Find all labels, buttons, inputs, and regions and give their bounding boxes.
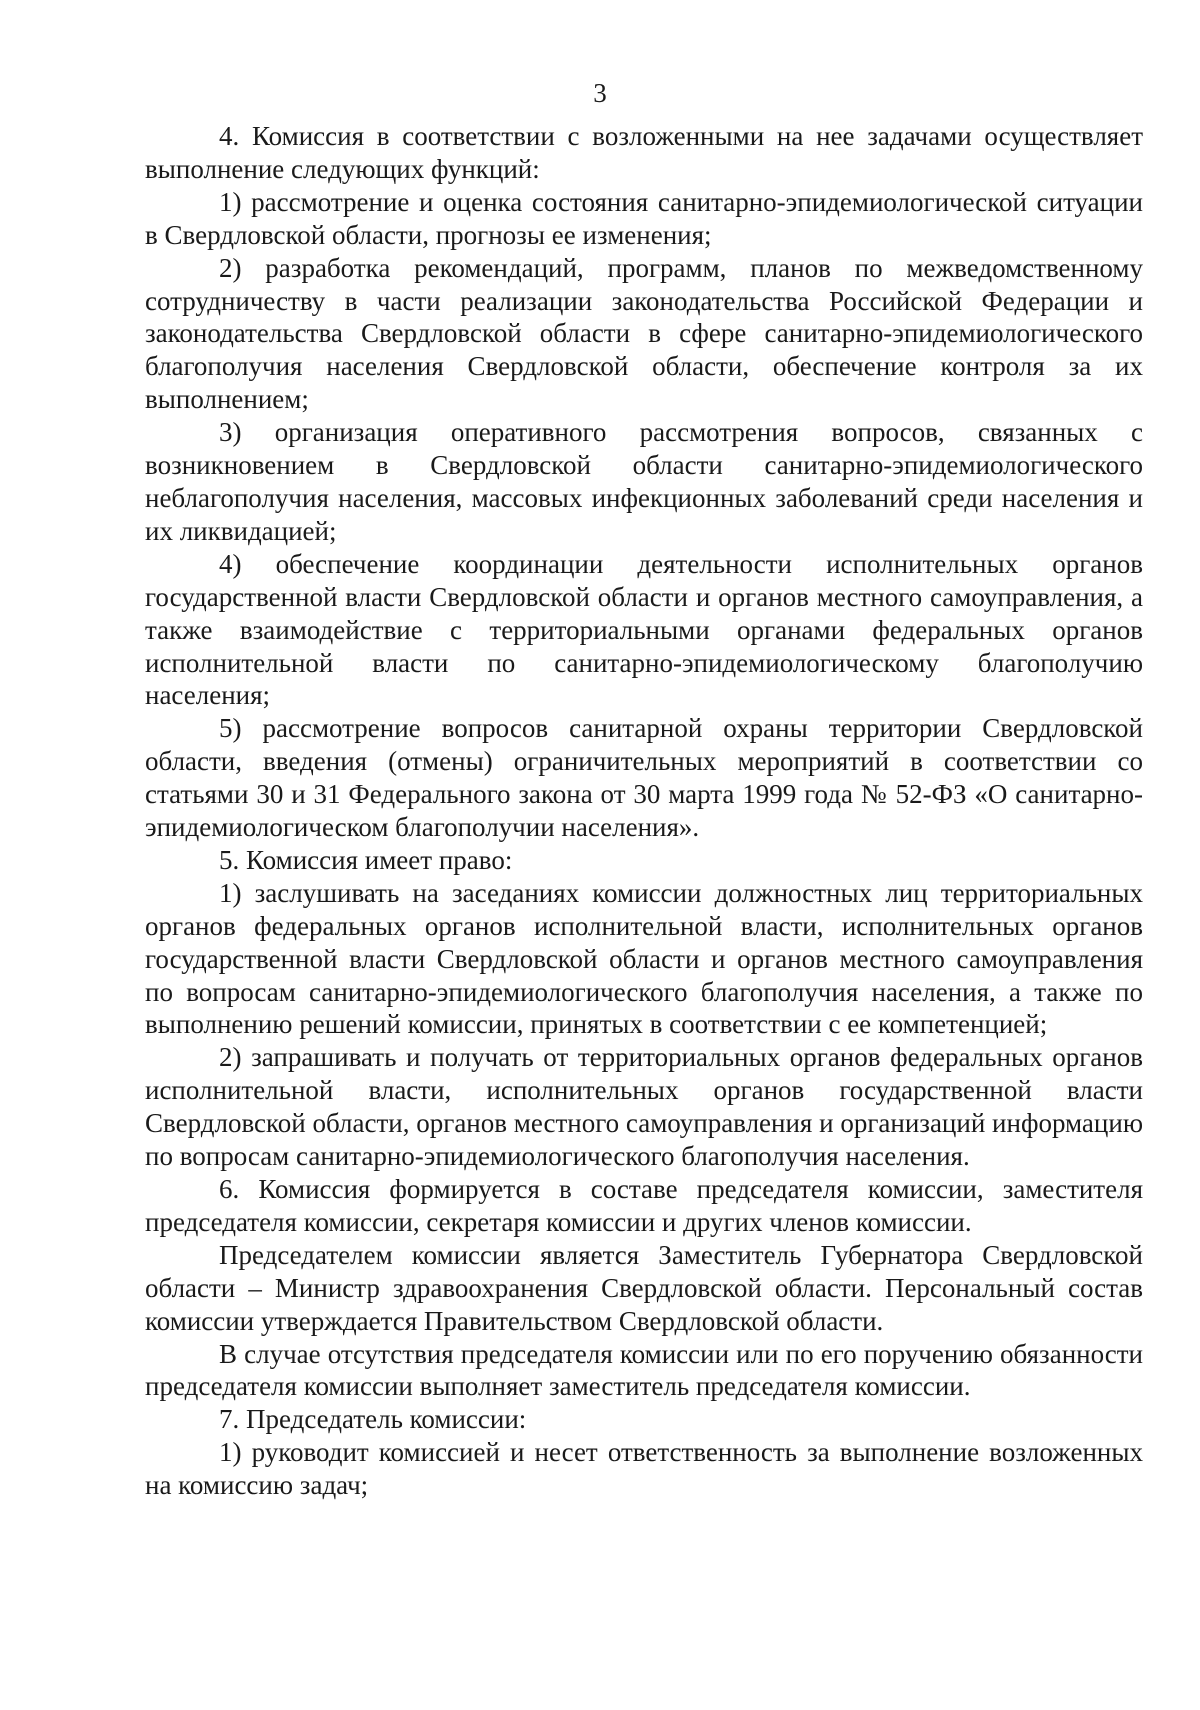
paragraph-7-chairman-intro: 7. Председатель комиссии:	[219, 1404, 527, 1435]
paragraph-6-deputy: В случае отсутствия председателя комиссии или по его поручению обязанности председателя комиссии выполняет заместитель председателя комиссии.	[145, 1338, 1143, 1402]
paragraph-4-item-5: 5) рассмотрение вопросов санитарной охраны территории Свердловской области, введения (отмены) ограничительных мероприятий в соответствии со статьями 30 и 31 Федерального закона от 30 марта 1999 года № 52-ФЗ «О санитарно-эпидемиологическом благополучии населения».	[145, 713, 1143, 843]
paragraph-5-item-1: 1) заслушивать на заседаниях комиссии должностных лиц территориальных органов федеральных органов исполнительной власти, исполнительных органов государственной власти Свердловской области и органов местного самоуправления по вопросам санитарно-эпидемиологического благополучия населения, а также по выполнению решений комиссии, принятых в соответствии с ее компетенцией;	[145, 877, 1143, 1040]
page-number: 3	[593, 78, 607, 108]
paragraph-7-item-1: 1) руководит комиссией и несет ответственность за выполнение возложенных на комиссию задач;	[145, 1437, 1143, 1501]
paragraph-6-composition: 6. Комиссия формируется в составе председателя комиссии, заместителя председателя комиссии, секретаря комиссии и других членов комиссии.	[145, 1174, 1143, 1237]
paragraph-4-item-4: 4) обеспечение координации деятельности исполнительных органов государственной власти Свердловской области и органов местного самоуправления, а также взаимодействие с территориальными органами федеральных органов исполнительной власти по санитарно-эпидемиологическому благополучию населения;	[145, 548, 1143, 711]
paragraph-6-chairman: Председателем комиссии является Заместитель Губернатора Свердловской области – Министр здравоохранения Свердловской области. Персональный состав комиссии утверждается Правительством Свердловской области.	[145, 1239, 1143, 1336]
paragraph-4-item-3: 3) организация оперативного рассмотрения вопросов, связанных с возникновением в Свердловской области санитарно-эпидемиологического неблагополучия населения, массовых инфекционных заболеваний среди населения и их ликвидацией;	[145, 417, 1143, 546]
paragraph-4-item-2: 2) разработка рекомендаций, программ, планов по межведомственному сотрудничеству в части реализации законодательства Российской Федерации и законодательства Свердловской области в сфере санитарно-эпидемиологического благополучия населения Свердловской области, обеспечение контроля за их выполнением;	[145, 252, 1143, 415]
paragraph-4-functions-intro: 4. Комиссия в соответствии с возложенными на нее задачами осуществляет выполнение следующих функций:	[145, 121, 1143, 184]
paragraph-5-rights-intro: 5. Комиссия имеет право:	[219, 844, 513, 875]
paragraph-5-item-2: 2) запрашивать и получать от территориальных органов федеральных органов исполнительной власти, исполнительных органов государственной власти Свердловской области, органов местного самоуправления и организаций информацию по вопросам санитарно-эпидемиологического благополучия населения.	[145, 1042, 1143, 1172]
paragraph-4-item-1: 1) рассмотрение и оценка состояния санитарно-эпидемиологической ситуации в Свердловской области, прогнозы ее изменения;	[145, 186, 1143, 250]
document-body	[145, 120, 1143, 1502]
